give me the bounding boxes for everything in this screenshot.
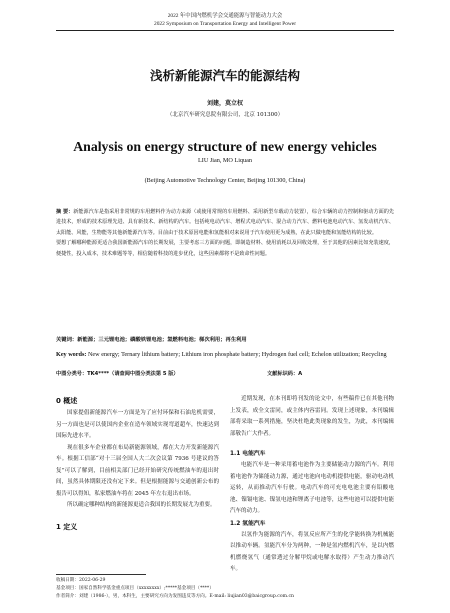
classification-row [56, 370, 394, 379]
abstract-paragraph-2: 要想了解哪种能源更适合我国新能源汽车的长期发展，主要考虑三方面的问题，即制造材料、使用消耗以及回收处理，至于其他的因素比如充装速度，便捷性，投入成本，技术难题等等，相信随着科技的进步优化，这些因素都将不是致命性问题。 [56, 240, 394, 257]
body-paragraph: 以氢作为能源的汽车，将氢反应所产生的化学能转换为机械能以推动车辆。氢能汽车分为两种，一种是氢内燃机汽车，是以内燃机燃烧氢气（通常透过分解甲烷或电解水取得）产生动力推动汽车。 [230, 531, 394, 572]
keywords-cn [56, 336, 394, 345]
section-heading-definition: 1 定义 [56, 522, 78, 531]
keywords-en-text: New energy; Ternary lithium battery; Lithium iron phosphate battery; Hydrogen fuel cell; Echelon utilization; Recycling [86, 351, 387, 358]
abstract-text-1: 新能源汽车是指采用非常规的车用燃料作为动力来源（或使用常规的车用燃料、采用新型车载动力装置），综合车辆的动力控制和驱动方面的先进技术，形成的技术原理先进、具有新技术、新结构的汽车。包括纯电动汽车、增程式电动汽车、混合动力汽车、燃料电池电动汽车、氢发动机汽车、太阳能、风能，生物能等其他新能源汽车等。目前由于技术原因电能和氢能相对来说用于汽车使用更为成熟，在此只做电能和氢能结构的比较。 [56, 209, 394, 236]
body-paragraph: 所以确定哪种结构的新能源更适合我国的长期发展尤为重要。 [67, 502, 216, 508]
right-column [230, 394, 394, 576]
footnote-received-date: 收稿日期：2022-06-29 [56, 578, 106, 583]
header-rule [56, 30, 394, 31]
conference-header-en: 2022 Symposium on Transportation Energy and Intelligent Power [154, 21, 296, 27]
document-code: 文献标识码：A [267, 371, 303, 377]
body-paragraph: 电能汽车是一种采用蓄电池作为主要储能动力源的汽车。利用蓄电池作为储能动力源，通过电池向电动机提供电能，驱动电动机运转，从而推动汽车行驶。电动汽车的可充电电池主要有铅酸电池、镍镉电池、镍氢电池和锂离子电池等，这些电池可以提供电能汽车的动力。 [230, 462, 394, 514]
paper-title-en: Analysis on energy structure of new energy vehicles [73, 139, 377, 154]
body-paragraph: 近期发现，在本刊即将刊发的论文中，有些稿件已在其他刊物上发表，成全文雷同，或主体内容雷同。发现上述现象，本刊编辑部将采取一系列措施，坚决杜绝此类现象的发生，为此，本刊编辑部敬告广大作者。 [230, 396, 394, 437]
authors-cn: 刘建，莫立权 [206, 100, 243, 107]
keywords-cn-text: 新能源；三元锂电池；磷酸铁锂电池；氢燃料电池；梯次利用；再生利用 [77, 337, 247, 343]
footnote-fund: 基金项目：国家自然科学基金重点项目（xxxxxxxx）;*****基金项目（****） [56, 586, 214, 591]
left-column [56, 394, 219, 534]
abstract [56, 207, 394, 259]
clc-number: 中图分类号：TK4****（请查阅中图分类法第 5 版） [56, 371, 179, 377]
keywords-cn-label: 关键词： [56, 337, 78, 343]
affiliation-en: (Beijing Automotive Technology Center, Beijing 101300, China) [144, 177, 306, 184]
abstract-label: 摘 要： [56, 209, 74, 215]
footnote-rule [56, 574, 146, 575]
body-paragraph: 现在很多车企业都在布局新能源领域，都在大力开发新能源汽车。根据工信部“对十三届全国人大二次会议第 7936 号建议的答复”可以了解到，目前相关部门已经开始研究传统燃油车的退出时间，虽然具体期限还没有定下来。但是根据能源与交通创新公布的报告可以得知，私家燃油车将在 2045 年左右退出市场。 [56, 444, 219, 497]
body-paragraph: 国家提倡新能源汽车一方面是为了应付环保和石油危机需要，另一方面也是可以使国内企业在造车领域实现弯道超车，快速达到国际先进水平。 [56, 410, 219, 439]
section-heading-overview: 0 概述 [56, 397, 78, 405]
authors-en: LIU Jian, MO Liquan [198, 157, 252, 164]
affiliation-cn: （北京汽车研究总院有限公司，北京 101300） [166, 112, 284, 118]
subsection-heading-hydrogen: 1.2 氢能汽车 [230, 520, 266, 527]
spacer [230, 440, 394, 448]
footnotes [56, 577, 394, 601]
paper-title-cn: 浅析新能源汽车的能源结构 [149, 68, 300, 83]
subsection-heading-electric: 1.1 电能汽车 [230, 451, 266, 457]
spacer [56, 512, 219, 520]
abstract-paragraph-1 [56, 207, 394, 238]
keywords-en [56, 350, 394, 360]
conference-header-cn: 2022 年中国内燃机学会交通能源与智能动力大会 [167, 13, 283, 19]
keywords-en-label: Key words: [56, 351, 87, 358]
footnote-author-bio: 作者简介：刘建（1986-），男，本科生，主要研究方向为发图违反等方向。E-mail: liujian03@baicgroup.com.cn [56, 594, 294, 599]
